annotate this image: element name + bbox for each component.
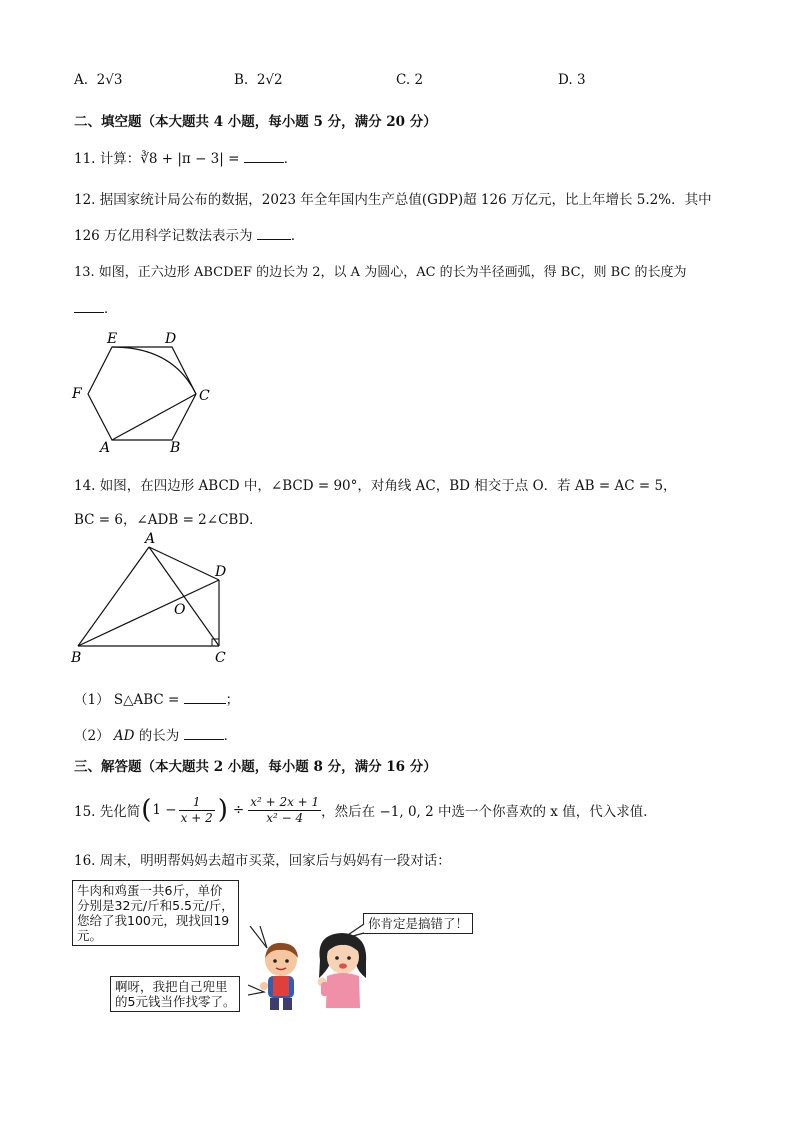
- speech-bubble-clerk: 牛肉和鸡蛋一共6斤，单价 分别是32元/斤和5.5元/斤， 您给了我100元，现找回19 元。: [72, 880, 239, 946]
- quadrilateral-figure: [66, 532, 246, 668]
- segment-bd: [78, 580, 219, 646]
- question-13-line1: 13. 如图，正六边形 ABCDEF 的边长为 2，以 A 为圆心，AC 的长为半径画弧，得 BC，则 BC 的长度为: [74, 265, 687, 280]
- option-value: 2√2: [256, 72, 283, 88]
- question-text: 15. 先化简: [74, 804, 141, 820]
- fraction-numerator: 1: [179, 795, 215, 811]
- label-b: B: [170, 440, 181, 456]
- label-c: C: [199, 388, 210, 404]
- sub-question-var: AD: [113, 728, 135, 744]
- question-12-line1: 12. 据国家统计局公布的数据，2023 年全年国内生产总值(GDP)超 126 万亿元，比上年增长 5.2%．其中: [74, 192, 712, 208]
- option-value: 2: [414, 72, 424, 88]
- question-tail: ，然后在 −1, 0, 2 中选一个你喜欢的 x 值，代入求值．: [321, 804, 657, 820]
- label-c: C: [215, 650, 226, 666]
- question-13-line2: ．: [74, 297, 118, 317]
- question-text: 计算：∛8 + |π − 3| =: [99, 151, 240, 167]
- question-11: 11. 计算：∛8 + |π − 3| = ．: [74, 151, 298, 167]
- fraction-b: [248, 795, 321, 826]
- option-letter: A.: [74, 72, 89, 88]
- label-b: B: [71, 650, 82, 666]
- paren-right: ): [217, 795, 228, 825]
- speech-bubble-mom: 你肯定是搞错了！: [363, 913, 473, 934]
- question-14-line2: BC = 6，∠ADB = 2∠CBD．: [74, 512, 263, 528]
- sub-question-text: （1） S△ABC =: [74, 692, 180, 708]
- question-12-line2: 126 万亿用科学记数法表示为 ．: [74, 228, 305, 244]
- option-d: [558, 72, 586, 88]
- label-d: D: [165, 331, 177, 347]
- option-b: [234, 72, 283, 88]
- option-c: [396, 72, 423, 88]
- answer-blank: [184, 691, 226, 704]
- fraction-numerator: x² + 2x + 1: [250, 794, 320, 809]
- option-value: 2√3: [96, 72, 123, 88]
- fraction-a: [179, 795, 215, 826]
- answer-blank: [257, 227, 291, 240]
- question-14-sub2: （2） AD 的长为 ．: [74, 728, 238, 744]
- section-title: 三、解答题（本大题共 2 小题，每小题 8 分，满分 16 分）: [74, 759, 437, 775]
- hexagon-shape: [88, 347, 196, 440]
- answer-blank: [74, 300, 104, 313]
- section-title: 二、填空题（本大题共 4 小题，每小题 5 分，满分 20 分）: [74, 114, 437, 130]
- segment-ad: [149, 547, 219, 580]
- option-letter: D.: [558, 72, 573, 88]
- fraction-denominator: x² − 4: [266, 810, 304, 825]
- label-e: E: [107, 331, 118, 347]
- question-text: 126 万亿用科学记数法表示为: [74, 228, 253, 244]
- label-a: A: [100, 440, 111, 456]
- question-number: 11.: [74, 151, 96, 167]
- label-o: O: [174, 602, 186, 618]
- answer-blank: [244, 150, 284, 163]
- boy-illustration: [255, 940, 307, 1012]
- hexagon-figure: [66, 330, 226, 456]
- option-letter: C.: [396, 72, 411, 88]
- question-14-line1: 14. 如图，在四边形 ABCD 中，∠BCD = 90°，对角线 AC，BD 相交于点 O．若 AB = AC = 5，: [74, 478, 677, 494]
- option-a: [74, 72, 122, 88]
- fraction-denominator: x + 2: [180, 810, 213, 825]
- speech-bubble-boy: 啊呀，我把自己兜里 的5元钱当作找零了。: [110, 976, 240, 1012]
- option-letter: B.: [234, 72, 249, 88]
- label-a: A: [145, 532, 156, 547]
- option-value: 3: [576, 72, 586, 88]
- question-15: 15. 先化简 ( 1 − $\frac{1}{x + 2}$ ) ÷ $\frac{\text{x² + 2x + 1}}{\text{x² − 4}}$ ，然后在 −1, 0, 2 中选一个你喜欢的 x 值，代入求值．: [74, 794, 657, 825]
- label-d: D: [215, 564, 227, 580]
- sub-question-text: 的长为: [134, 728, 180, 744]
- sub-question-prefix: （2）: [74, 728, 114, 744]
- label-f: F: [72, 386, 82, 402]
- mom-illustration: [310, 930, 374, 1012]
- segment-ab: [78, 547, 149, 646]
- paren-left: (: [141, 795, 152, 825]
- question-16: 16. 周末，明明帮妈妈去超市买菜，回家后与妈妈有一段对话：: [74, 853, 451, 869]
- answer-blank: [184, 727, 224, 740]
- question-14-sub1: （1） S△ABC = ；: [74, 692, 240, 708]
